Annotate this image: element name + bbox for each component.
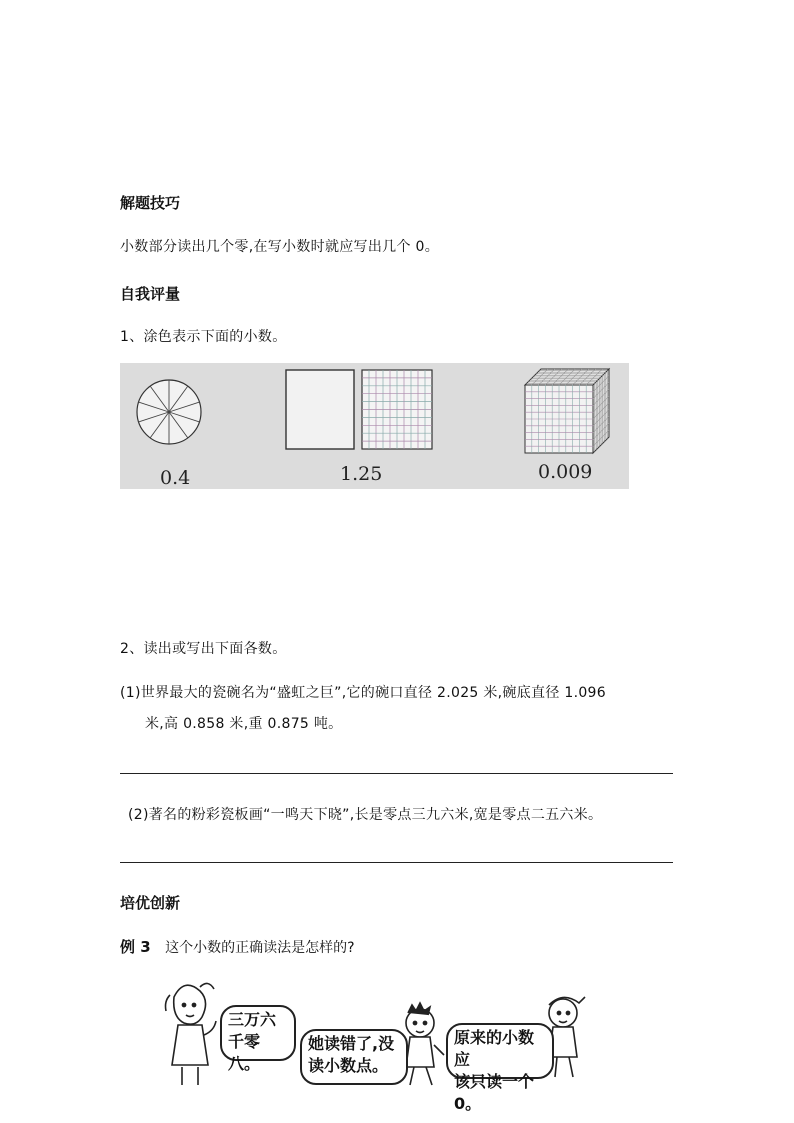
bubble-2-line1: 她读错了,没 [308,1034,395,1053]
label-0-009: 0.009 [538,461,593,483]
speech-bubble-1 [220,1005,296,1073]
question-1: 1、涂色表示下面的小数。 [120,329,287,345]
circle-ten-parts [137,380,201,444]
comic-strip [160,975,590,1113]
answer-line-2[interactable] [120,862,673,863]
speech-bubble-3 [446,1023,554,1113]
thousand-cube [525,369,609,453]
bubble-3-line1: 原来的小数应 [454,1028,535,1069]
label-1-25: 1.25 [340,463,383,485]
hundred-grid [362,370,432,449]
question-2-1-line1: (1)世界最大的瓷碗名为“盛虹之巨”,它的碗口直径 2.025 米,碗底直径 1.096 [120,685,606,701]
answer-line-1[interactable] [120,773,673,774]
self-eval-heading: 自我评量 [120,285,181,303]
example-text: 这个小数的正确读法是怎样的? [165,940,355,956]
label-0-4: 0.4 [160,467,191,489]
tips-text: 小数部分读出几个零,在写小数时就应写出几个 0。 [120,239,440,255]
bubble-2-line2: 读小数点。 [308,1056,389,1075]
bubble-1-line2: 千零八。 [228,1032,261,1073]
speech-bubble-2 [300,1029,408,1085]
bubble-3-line2: 该只读一个0。 [454,1072,535,1113]
girl-character-icon [166,983,217,1085]
example-3 [120,936,355,957]
decimal-shading-figure [120,363,629,489]
girl-right-character-icon [549,997,585,1077]
tips-heading: 解题技巧 [120,194,181,212]
advanced-heading: 培优创新 [120,894,181,912]
question-2-1-line2: 米,高 0.858 米,重 0.875 吨。 [145,716,343,732]
example-label: 例 3 [120,938,151,956]
question-2: 2、读出或写出下面各数。 [120,641,287,657]
bubble-1-line1: 三万六 [228,1010,277,1029]
unit-square [286,370,354,449]
question-2-2: (2)著名的粉彩瓷板画“一鸣天下晓”,长是零点三九六米,宽是零点二五六米。 [128,807,603,823]
